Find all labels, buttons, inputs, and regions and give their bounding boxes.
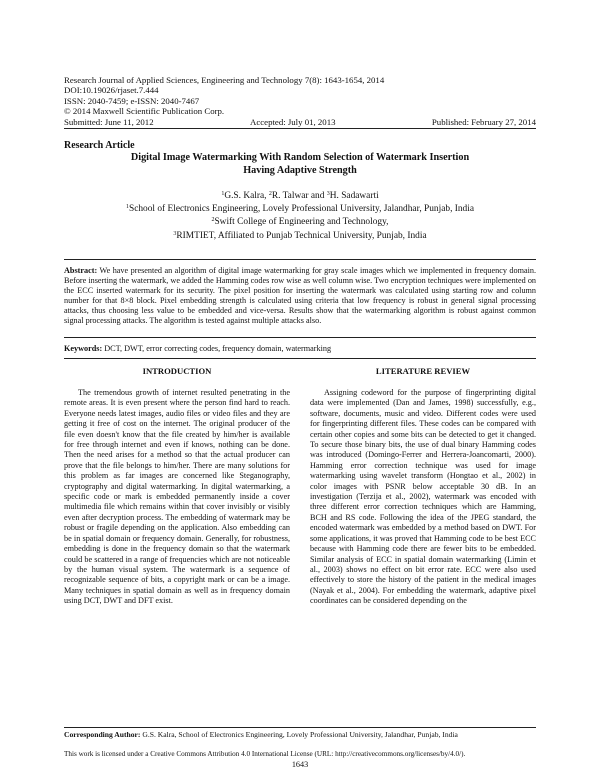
keywords-divider — [64, 358, 536, 359]
issn: ISSN: 2040-7459; e-ISSN: 2040-7467 — [64, 95, 200, 106]
article-type: Research Article — [64, 140, 135, 151]
abstract-top-divider — [64, 259, 536, 260]
journal-citation: Research Journal of Applied Sciences, Engineering and Technology 7(8): 1643-1654, 2014 — [64, 75, 385, 85]
keywords-text: DCT, DWT, error correcting codes, frequency domain, watermarking — [102, 344, 332, 353]
accepted-date: Accepted: July 01, 2013 — [250, 117, 336, 127]
abstract — [64, 266, 536, 326]
doi: DOI:10.19026/rjaset.7.444 — [64, 85, 159, 96]
author-names — [64, 189, 536, 202]
affiliation-2-mark: 2 — [211, 217, 215, 224]
page-number: 1643 — [291, 760, 309, 769]
author-2: R. Talwar and — [271, 191, 327, 201]
affiliation-1-mark: 1 — [125, 204, 129, 211]
author-1: G.S. Kalra, — [224, 191, 269, 201]
affiliation-1-text: School of Electronics Engineering, Lovely Professional University, Jalandhar, Punjab, India — [128, 204, 475, 215]
journal-header — [64, 75, 534, 117]
keywords — [64, 344, 536, 353]
title-line-1: Digital Image Watermarking With Random Selection of Watermark Insertion — [130, 152, 470, 163]
abstract-bottom-divider — [64, 337, 536, 338]
author-3-mark: 3 — [326, 191, 330, 197]
header-divider — [64, 128, 536, 129]
introduction-body: The tremendous growth of internet resulted penetrating in the remote areas. It is even present where the person find hard to reach. Everyone needs latest images, audio files or video files and they are getting it free of cost on the internet. The original producer of the file even doesn't know that the file created by him/her is available for free through internet and even if knows, nothing can be done. Then the need arises for a method so that the actual producer can prove that the file belongs to him/her. There are many solutions for this problem as far images are concerned like Steganography, cryptography and digital watermarking. In digital watermarking, a specific code or mark is embedded permanently inside a cover multimedia file which remains within that cover invisibly or visibly even after decryption process. The embedding of watermark may be robust or fragile depending on the application. Also embedding can be in spatial domain or frequency domain. Generally, for robustness, embedding is done in the frequency domain so that the watermark could be scattered in a range of frequencies which are not noticeable by the human visual system. The watermark is a sequence of recognizable sequence of bits, a copyright mark or can be a image. Many techniques in spatial domain as well as in frequency domain using DCT, DWT and DFT exist. — [64, 388, 290, 606]
affiliation-3 — [64, 229, 536, 242]
literature-review-heading: LITERATURE REVIEW — [375, 366, 471, 376]
submitted-date: Submitted: June 11, 2012 — [64, 117, 154, 127]
corresponding-author-label: Corresponding Author: — [64, 730, 141, 739]
license-note: This work is licensed under a Creative Commons Attribution 4.0 International License (URL: http://creativecommons.org/licenses/by/4.0/). — [64, 750, 466, 758]
abstract-label: Abstract: — [64, 266, 98, 275]
author-1-mark: 1 — [221, 191, 225, 197]
title-line-2: Having Adaptive Strength — [243, 164, 357, 176]
literature-review-column — [310, 366, 536, 607]
dates-row — [64, 117, 536, 127]
introduction-heading: INTRODUCTION — [142, 366, 212, 376]
affiliation-1 — [64, 202, 536, 215]
introduction-column — [64, 366, 290, 607]
affiliation-3-mark: 3 — [173, 230, 177, 237]
corresponding-author-text: G.S. Kalra, School of Electronics Engineering, Lovely Professional University, Jalandhar, Punjab, India — [140, 730, 458, 739]
copyright: © 2014 Maxwell Scientific Publication Corp. — [64, 106, 225, 117]
paper-title — [64, 152, 536, 177]
author-3: H. Sadawarti — [329, 191, 379, 201]
footer-divider — [64, 727, 536, 728]
keywords-label: Keywords: — [64, 344, 103, 353]
affiliation-3-text: RIMTIET, Affiliated to Punjab Technical University, Punjab, India — [176, 230, 427, 241]
author-2-mark: 2 — [268, 191, 272, 197]
literature-review-body: Assigning codeword for the purpose of fingerprinting digital data were implemented (Dan and James, 1998) successfully, e.g., software, documents, music and video. Different codes were used for fingerprinting different files. These codes can be compared with certain other copies and some bits can be detected to get it changed. To secure those binary bits, the use of dual binary Hamming codes was introduced (Domingo-Ferrer and Herrera-Joancomarti, 2000). Hamming error correction technique was used for image watermarking using wavelet transform (Hongtao et al., 2002) in color images with PSNR below acceptable 30 dB. In an investigation (Terzija et al., 2002), watermark was encoded with three different error correction techniques which are Hamming, BCH and RS code. Following the idea of the JPEG standard, the encoded watermark was embedded by a method based on DWT. For some applications, it was proved that Hamming code to be best ECC because with Hamming code there are fewer bits to be embedded. Similar analysis of ECC in spatial domain watermarking (Limin et al., 2003) shows no effect on bit error rate. ECC were also used effectively to store the history of the patient in the medical images (Nayak et al., 2004). For embedding the watermark, adaptive pixel coordinates can be considered depending on the — [310, 388, 536, 606]
published-date: Published: February 27, 2014 — [431, 117, 536, 127]
affiliation-2-text: Swift College of Engineering and Technology, — [214, 217, 389, 228]
corresponding-author — [64, 730, 536, 740]
abstract-text: We have presented an algorithm of digital image watermarking for gray scale images which we implemented in frequency domain. Before inserting the watermark, we added the Hamming codes row wise as well column wise. Two encryption techniques were implemented on the ECC inserted watermark for its security. The pixel position for inserting the watermark was calculated using starting row and column number for that 8×8 block. Pixel embedding strength is calculated using criteria that low frequency is robust in general signal processing attacks, thus choosing less value to be embedded and vice-versa. Results show that the watermarking algorithm is robust against common signal processing attacks. The algorithm is tested against multiple attacks also. — [64, 266, 536, 326]
affiliation-2 — [64, 215, 536, 228]
authors-block — [64, 189, 536, 242]
